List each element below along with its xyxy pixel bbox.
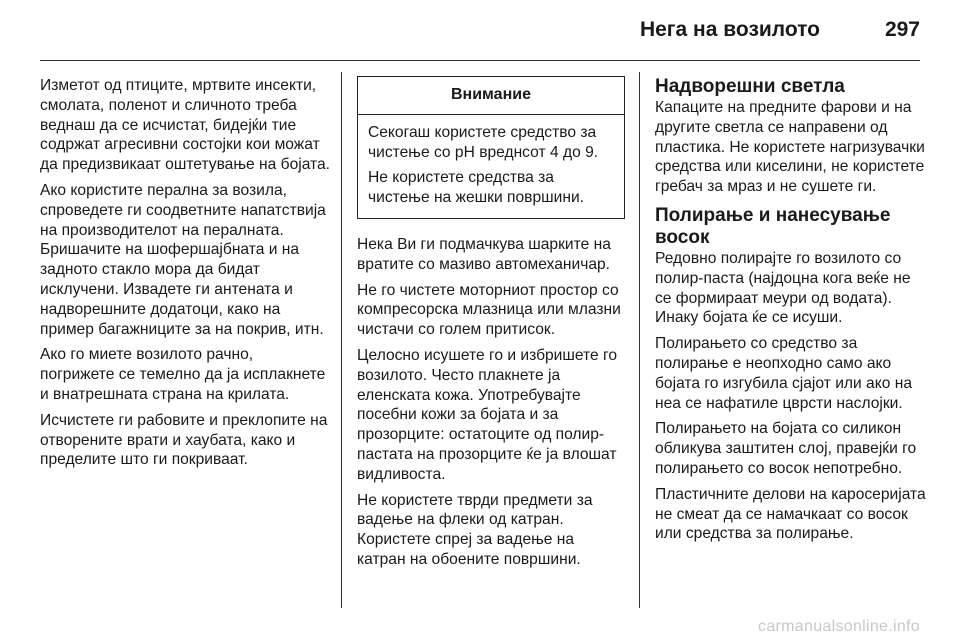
page-number: 297 — [884, 18, 920, 41]
section-heading-exterior-lights: Надворешни светла — [655, 76, 845, 97]
notice-paragraph: Секогаш користете средство за чистење со pH вреднсот 4 до 9. — [368, 123, 599, 161]
warning-notice-box — [357, 76, 625, 219]
paragraph: Ако користите перална за возила, спроведете ги соодветните напатствија на производителот на пералната. Бришачите на шофершајбната и на задното стакло мора да бидат исклучени. Извадете ги антената и надворешните додатоци, како на пример багажниците за на покрив, итн. — [40, 181, 326, 338]
section-heading-polishing: Полирање и нанесување восок — [655, 204, 891, 248]
paragraph: Полирањето на бојата со силикон обликува заштитен слој, правејќи го полирањето со восок непотребно. — [655, 420, 917, 477]
column-divider-1 — [341, 72, 342, 608]
paragraph: Полирањето со средство за полирање е неопходно само ако бојата го изгубила сјајот или ако на неа се нафатиле цврсти наслојки. — [655, 335, 912, 412]
header-rule — [40, 60, 920, 61]
paragraph: Целосно исушете го и избришете го возилото. Често плакнете ја еленската кожа. Употребувајте посебни кожи за бојата и за прозорците: остатоците од полир-пастата на прозорците ќе ја влошат видливоста. — [357, 346, 618, 483]
paragraph: Изметот од птиците, мртвите инсекти, смолата, поленот и сличното треба веднаш да се исчистат, бидејќи тие содржат агресивни состојки кои можат да предизвикаат оштетување на бојата. — [40, 77, 331, 174]
paragraph: Редовно полирајте го возилото со полир-паста (најдоцна кога веќе не се формираат меури од водата). Инаку бојата ќе се исуши. — [655, 249, 911, 327]
notice-body — [358, 115, 624, 218]
paragraph: Не го чистете моторниот простор со компресорска млазница или млазни чистачи со голем притисок. — [357, 281, 621, 339]
column-1 — [40, 76, 330, 476]
column-2 — [357, 76, 625, 576]
column-divider-2 — [639, 72, 640, 608]
paragraph: Ако го миете возилото рачно, погрижете се темелно да ја исплакнете и внатрешната страна на крилата. — [40, 346, 326, 403]
watermark: carmanualsonline.info — [758, 618, 920, 635]
page-title: Нега на возилото — [639, 18, 820, 41]
column-3 — [655, 76, 930, 550]
paragraph: Нека Ви ги подмачкува шарките на вратите со мазиво автомеханичар. — [357, 235, 611, 273]
page-header — [40, 18, 920, 48]
paragraph: Исчистете ги рабовите и преклопите на отворените врати и хаубата, како и пределите што ги покриваат. — [40, 411, 328, 469]
notice-title: Внимание — [358, 77, 624, 115]
notice-paragraph: Не користете средства за чистење на жешки површини. — [368, 169, 584, 207]
paragraph: Капаците на предните фарови и на другите светла се направени од пластика. Не користете нагризувачки средства или киселини, не користете гребач за мраз и не сушете ги. — [655, 99, 925, 196]
paragraph: Пластичните делови на каросеријата не смеат да се намачкаат со восок или средства за полирање. — [655, 485, 926, 543]
paragraph: Не користете тврди предмети за вадење на флеки од катран. Користете спреј за вадење на катран на обоените површини. — [357, 491, 593, 568]
